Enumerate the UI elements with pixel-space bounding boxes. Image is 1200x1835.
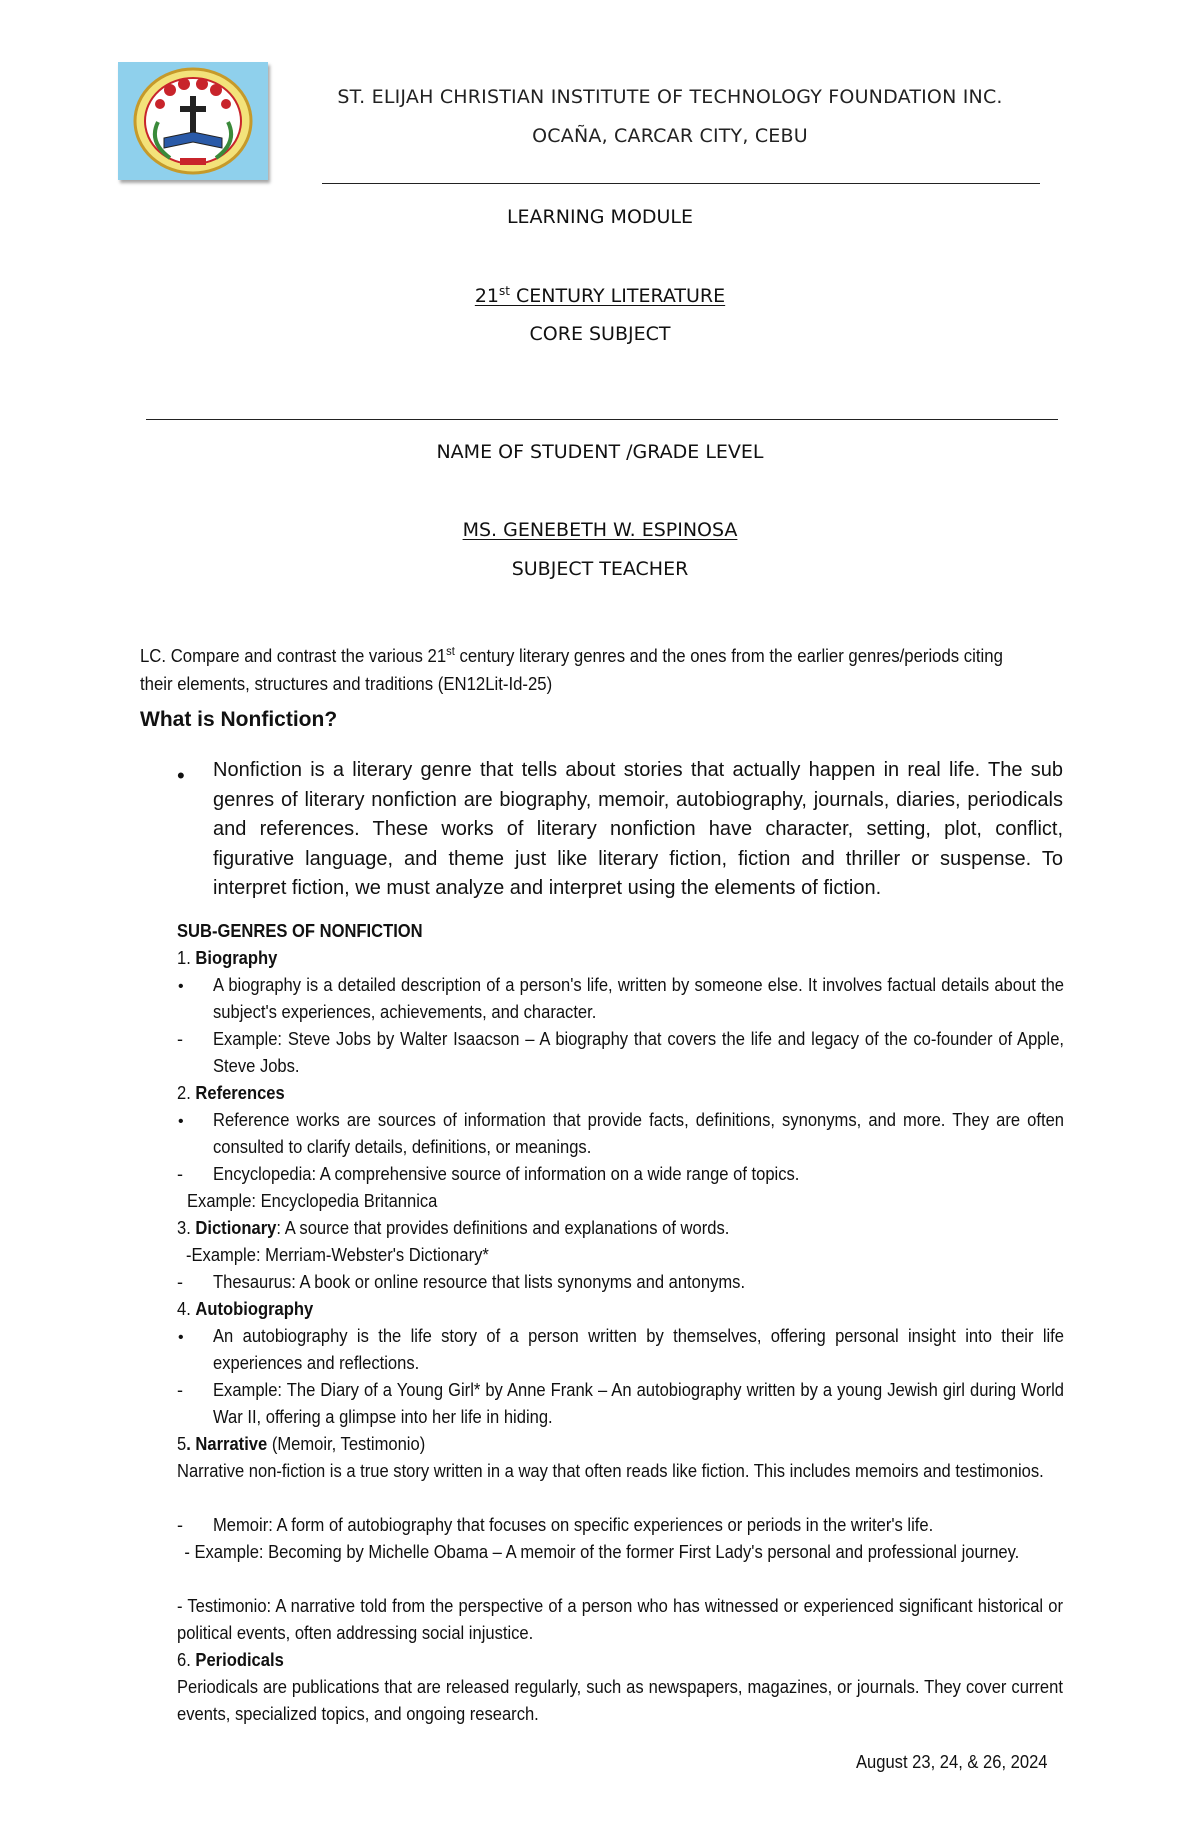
institution-name: ST. ELIJAH CHRISTIAN INSTITUTE OF TECHNOLOGY FOUNDATION INC.: [337, 86, 1003, 108]
periodicals-description: Periodicals are publications that are released regularly, such as newspapers, magazines, or journals. They cover current events, specialized topics, and ongoing research.: [177, 1677, 1063, 1724]
dash-mark: -: [177, 1272, 183, 1292]
student-name-line: [146, 419, 1058, 420]
bullet-icon: •: [177, 763, 185, 788]
biography-example: Example: Steve Jobs by Walter Isaacson – A biography that covers the life and legacy of the co-founder of Apple, Steve Jobs.: [213, 1029, 1064, 1076]
section-heading: What is Nonfiction?: [140, 708, 338, 731]
subgenres-heading: SUB-GENRES OF NONFICTION: [177, 921, 423, 941]
autobiography-definition: An autobiography is the life story of a person written by themselves, offering personal insight into their life experiences and reflections.: [213, 1326, 1064, 1373]
bullet-icon: •: [178, 1113, 184, 1130]
teacher-name: MS. GENEBETH W. ESPINOSA: [462, 519, 738, 541]
teacher-label: SUBJECT TEACHER: [511, 558, 689, 580]
periodicals-heading: 6. Periodicals: [177, 1650, 284, 1670]
encyclopedia-example: Example: Encyclopedia Britannica: [187, 1191, 438, 1211]
subject-number: 21: [474, 285, 500, 307]
subject-type: CORE SUBJECT: [529, 323, 671, 345]
bullet-icon: •: [178, 978, 184, 995]
subject-name: CENTURY LITERATURE: [510, 285, 726, 307]
module-title: LEARNING MODULE: [506, 206, 694, 228]
school-seal-logo: [118, 62, 268, 180]
seal-graphic: [118, 62, 268, 180]
bullet-icon: •: [178, 1329, 184, 1346]
memoir-example: - Example: Becoming by Michelle Obama – A memoir of the former First Lady's personal and professional journey.: [184, 1542, 1020, 1562]
dash-mark: -: [177, 1380, 183, 1400]
header-divider: [322, 183, 1040, 184]
dictionary-entry: 3. Dictionary: A source that provides definitions and explanations of words.: [177, 1218, 730, 1238]
institution-address: OCAÑA, CARCAR CITY, CEBU: [532, 125, 808, 147]
dash-mark: -: [177, 1029, 183, 1049]
references-heading: 2. References: [177, 1083, 285, 1103]
autobiography-example: Example: The Diary of a Young Girl* by Anne Frank – An autobiography written by a young Jewish girl during World War II, offering a glimpse into her life in hiding.: [213, 1380, 1064, 1427]
narrative-description: Narrative non-fiction is a true story written in a way that often reads like fiction. This includes memoirs and testimonios.: [177, 1461, 1044, 1481]
student-label: NAME OF STUDENT /GRADE LEVEL: [436, 441, 764, 463]
dash-mark: -: [177, 1164, 183, 1184]
dictionary-example: -Example: Merriam-Webster's Dictionary*: [186, 1245, 489, 1265]
subject-title: [0, 284, 1200, 307]
biography-definition: A biography is a detailed description of a person's life, written by someone else. It involves factual details about the subject's experiences, achievements, and character.: [213, 975, 1064, 1022]
narrative-heading: 5. Narrative (Memoir, Testimonio): [177, 1434, 426, 1454]
biography-heading: 1. Biography: [177, 948, 278, 968]
thesaurus-entry: Thesaurus: A book or online resource that lists synonyms and antonyms.: [213, 1272, 746, 1292]
module-date: August 23, 24, & 26, 2024: [856, 1752, 1048, 1772]
encyclopedia-entry: Encyclopedia: A comprehensive source of information on a wide range of topics.: [213, 1164, 800, 1184]
testimonio-entry: - Testimonio: A narrative told from the perspective of a person who has witnessed or experienced significant historical or political events, often addressing social injustice.: [177, 1596, 1063, 1643]
memoir-entry: Memoir: A form of autobiography that focuses on specific experiences or periods in the writer's life.: [213, 1515, 934, 1535]
autobiography-heading: 4. Autobiography: [177, 1299, 314, 1319]
learning-competency: LC. Compare and contrast the various 21st century literary genres and the ones from the earlier genres/periods citing their elements, structures and traditions (EN12Lit-Id-25): [140, 644, 1003, 694]
intro-paragraph: Nonfiction is a literary genre that tells about stories that actually happen in real life. The sub genres of literary nonfiction are biography, memoir, autobiography, journals, diaries, periodicals and references. These works of literary nonfiction have character, setting, plot, conflict, figurative language, and theme just like literary fiction, fiction and thriller or suspense. To interpret fiction, we must analyze and interpret using the elements of fiction.: [213, 759, 1063, 899]
references-definition: Reference works are sources of information that provide facts, definitions, synonyms, and more. They are often consulted to clarify details, definitions, or meanings.: [213, 1110, 1064, 1157]
subject-number-suffix: st: [499, 284, 510, 298]
dash-mark: -: [177, 1515, 183, 1535]
